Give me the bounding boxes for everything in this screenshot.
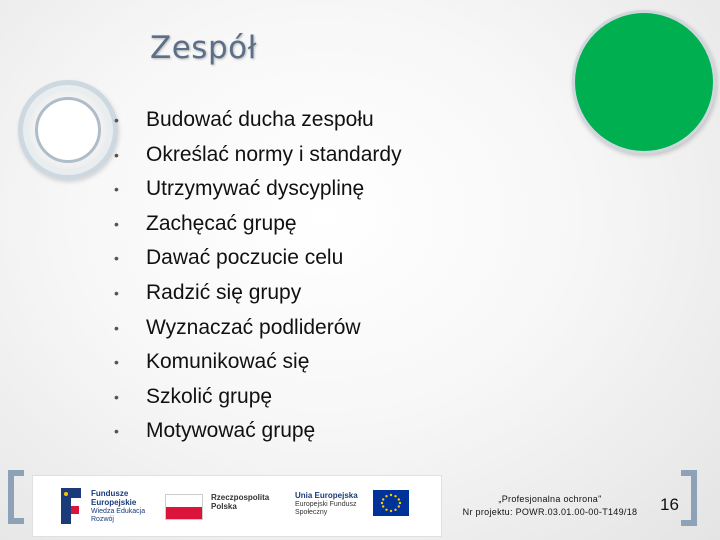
slide-title: Zespół <box>150 30 257 66</box>
eu-name: Unia Europejska <box>295 491 358 500</box>
fe-subtitle: Wiedza Edukacja Rozwój <box>91 508 146 523</box>
rzeczpospolita-text: Rzeczpospolita Polska <box>211 493 270 511</box>
bullet-list <box>112 103 402 449</box>
left-bracket-decoration <box>8 470 24 524</box>
bullet-dot-icon: • <box>114 354 119 371</box>
bullet-text: Określać normy i standardy <box>146 142 402 166</box>
bullet-item <box>112 172 402 207</box>
bullet-item <box>112 207 402 242</box>
bullet-dot-icon: • <box>114 388 119 405</box>
bullet-item <box>112 241 402 276</box>
bullet-dot-icon: • <box>114 250 119 267</box>
bullet-dot-icon: • <box>114 319 119 336</box>
bullet-dot-icon: • <box>114 146 119 163</box>
bullet-dot-icon: • <box>114 284 119 301</box>
bullet-text: Budować ducha zespołu <box>146 108 374 131</box>
polish-flag-icon <box>165 494 203 520</box>
bullet-text: Komunikować się <box>146 350 310 374</box>
bullet-item <box>112 103 402 138</box>
page-number: 16 <box>660 495 679 514</box>
bullet-dot-icon: • <box>114 423 119 440</box>
project-number: Nr projektu: POWR.03.01.00-00-T149/18 <box>462 507 638 517</box>
eu-subtitle: Europejski Fundusz Społeczny <box>295 501 357 516</box>
bullet-text: Dawać poczucie celu <box>146 246 344 270</box>
bullet-dot-icon: • <box>114 112 119 128</box>
green-circle-shape <box>572 10 716 154</box>
unia-europejska-text <box>295 492 375 517</box>
bullet-item <box>112 380 402 415</box>
bullet-text: Motywować grupę <box>146 419 316 443</box>
decorative-ring <box>18 80 118 180</box>
eu-flag-icon <box>373 490 409 516</box>
project-name: „Profesjonalna ochrona" <box>498 494 602 504</box>
project-info <box>450 493 650 519</box>
bullet-item <box>112 311 402 346</box>
fe-name: Fundusze Europejskie <box>91 489 137 507</box>
funding-logo-strip <box>32 475 442 537</box>
decorative-ring-inner <box>35 97 101 163</box>
bullet-text: Utrzymywać dyscyplinę <box>146 177 365 201</box>
bullet-text: Radzić się grupy <box>146 280 302 304</box>
bullet-dot-icon: • <box>114 181 119 198</box>
bullet-item <box>112 345 402 380</box>
bullet-text: Zachęcać grupę <box>146 211 297 235</box>
bullet-item <box>112 276 402 311</box>
fundusze-europejskie-logo-icon <box>57 484 85 528</box>
right-bracket-decoration <box>681 470 697 526</box>
bullet-text: Wyznaczać podliderów <box>146 315 361 339</box>
bullet-text: Szkolić grupę <box>146 384 273 408</box>
bullet-item <box>112 138 402 173</box>
bullet-item <box>112 414 402 449</box>
fundusze-europejskie-text <box>91 490 161 524</box>
bullet-dot-icon: • <box>114 215 119 232</box>
